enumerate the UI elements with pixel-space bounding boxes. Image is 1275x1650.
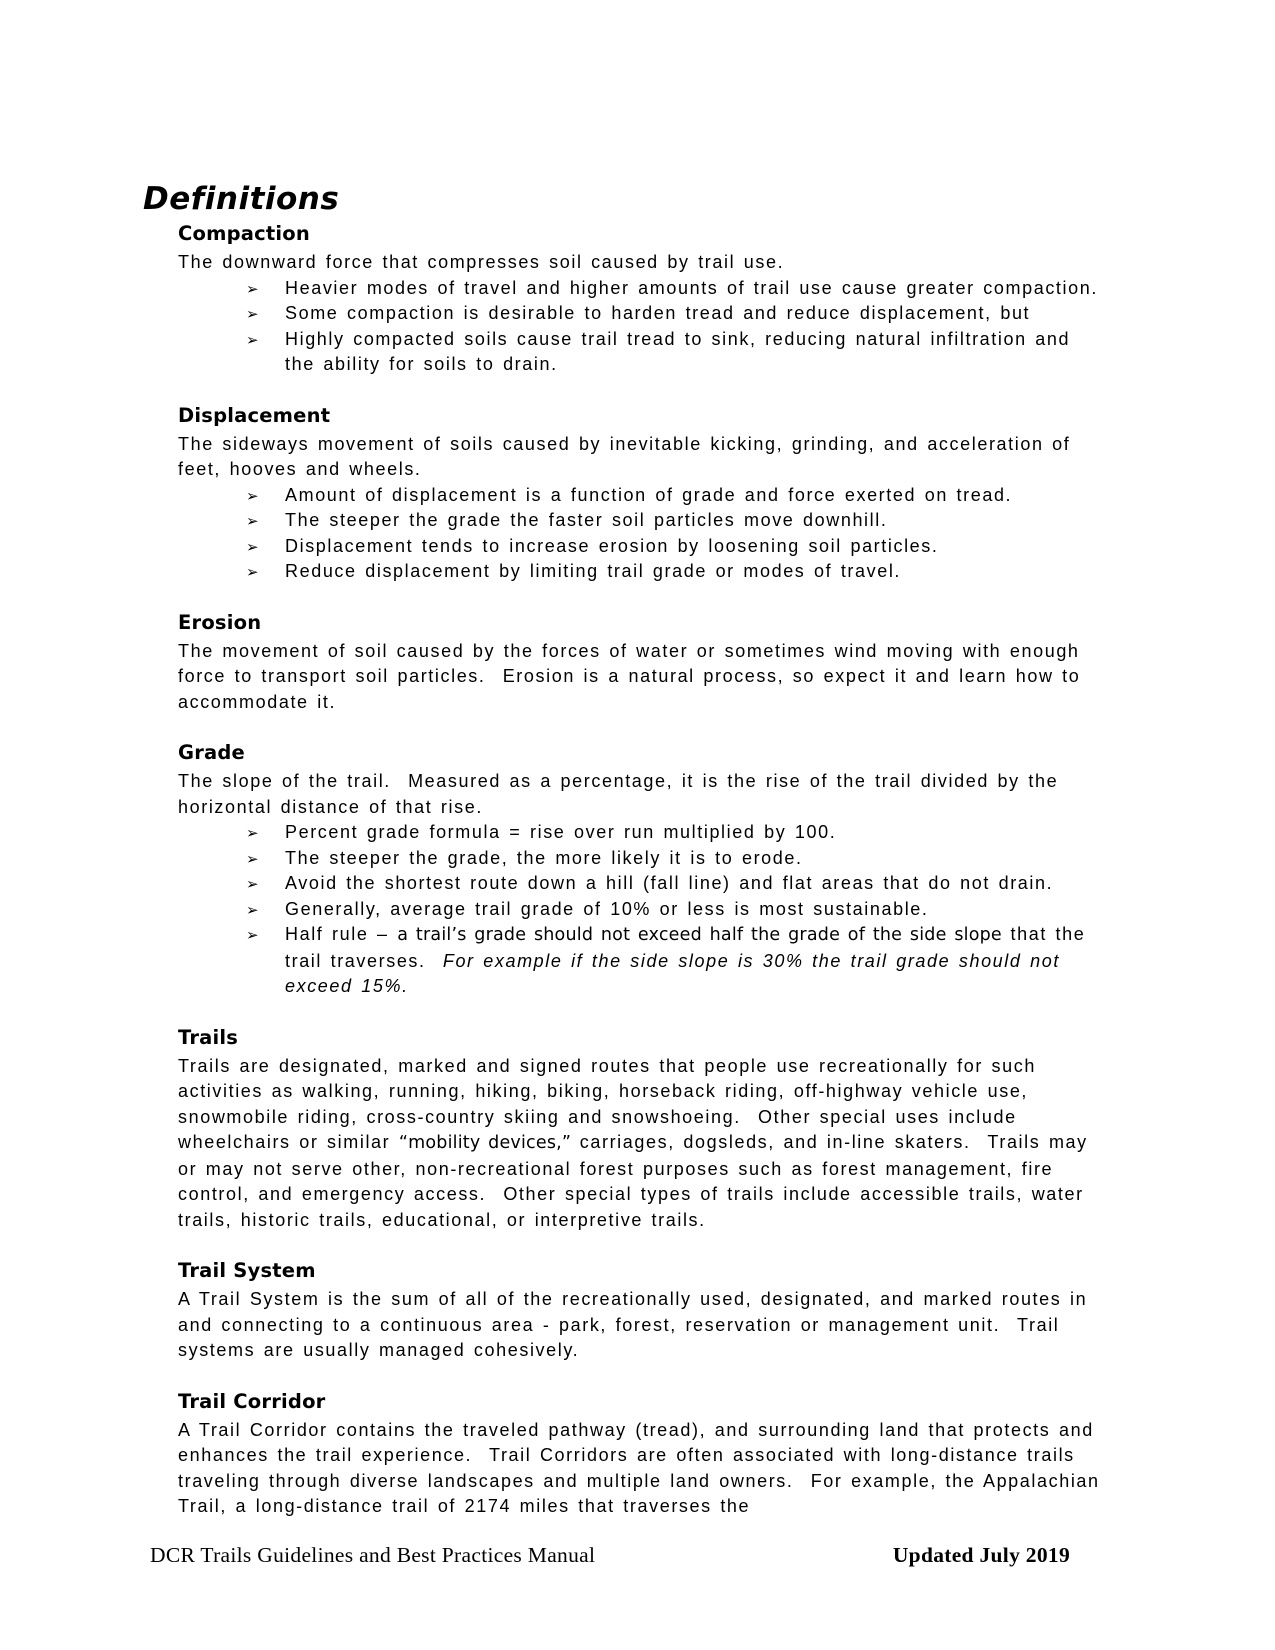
section-heading: Trails bbox=[178, 1025, 239, 1049]
half-rule-tail: that the trail traverses. bbox=[285, 924, 1094, 971]
bullet-item bbox=[246, 483, 1107, 509]
bullet-text: The steeper the grade, the more likely it is to erode. bbox=[285, 847, 803, 868]
section-compaction bbox=[178, 221, 1128, 378]
section-trail-corridor bbox=[178, 1389, 1128, 1520]
half-rule-example: For example if the side slope is 30% the trail grade should not exceed 15%. bbox=[285, 950, 1069, 996]
section-intro bbox=[178, 1054, 1110, 1234]
bullet-item bbox=[246, 820, 1107, 846]
bullet-arrow-icon: ➢ bbox=[246, 900, 259, 919]
bullet-list bbox=[178, 483, 1128, 585]
section-intro: The slope of the trail. Measured as a percentage, it is the rise of the trail divided by the horizontal distance of that rise. bbox=[178, 771, 1067, 817]
bullet-arrow-icon: ➢ bbox=[246, 849, 259, 868]
document-content bbox=[143, 180, 1128, 1520]
section-trail-system bbox=[178, 1258, 1128, 1364]
footer-updated-date: Updated July 2019 bbox=[892, 1543, 1070, 1567]
bullet-text: Generally, average trail grade of 10% or less is most sustainable. bbox=[285, 898, 929, 919]
bullet-item bbox=[246, 559, 1107, 585]
bullet-arrow-icon: ➢ bbox=[246, 926, 259, 944]
half-rule-text: a trail’s grade should not exceed half the grade of the side slope bbox=[397, 925, 1002, 945]
trails-intro-before: Trails are designated, marked and signed routes that people use recreationally for such activities as walking, running, hiking, biking, horseback riding, off-highway vehicle use, snowmobile riding, cross-country skiing and snowshoeing. Other special uses include wheelchairs or similar bbox=[178, 1055, 1045, 1152]
section-intro: A Trail System is the sum of all of the recreationally used, designated, and marked routes in and connecting to a continuous area - park, forest, reservation or management unit. Trail systems are usually managed cohesively. bbox=[178, 1289, 1096, 1360]
bullet-arrow-icon: ➢ bbox=[246, 875, 259, 893]
section-intro: The sideways movement of soils caused by inevitable kicking, grinding, and acceleration of feet, hooves and wheels. bbox=[178, 433, 1079, 479]
bullet-text: Amount of displacement is a function of grade and force exerted on tread. bbox=[285, 484, 1013, 505]
bullet-arrow-icon: ➢ bbox=[246, 486, 259, 505]
bullet-text: Reduce displacement by limiting trail grade or modes of travel. bbox=[285, 561, 902, 581]
bullet-item bbox=[246, 846, 1107, 872]
page-title: Definitions bbox=[143, 181, 340, 217]
trails-intro-quote: “mobility devices,” bbox=[398, 1133, 572, 1153]
bullet-arrow-icon: ➢ bbox=[246, 330, 259, 349]
bullet-item bbox=[246, 897, 1107, 923]
bullet-list bbox=[178, 820, 1128, 1000]
bullet-text: The steeper the grade the faster soil particles move downhill. bbox=[285, 510, 888, 530]
footer-document-title: DCR Trails Guidelines and Best Practices Manual bbox=[150, 1543, 596, 1567]
section-heading: Erosion bbox=[178, 610, 262, 634]
bullet-text: Some compaction is desirable to harden tread and reduce displacement, but bbox=[285, 303, 1031, 323]
half-rule-lead: Half rule – bbox=[285, 924, 398, 944]
bullet-item bbox=[246, 301, 1107, 327]
section-intro: The downward force that compresses soil caused by trail use. bbox=[178, 252, 785, 272]
bullet-arrow-icon: ➢ bbox=[246, 305, 259, 323]
bullet-list bbox=[178, 276, 1128, 378]
bullet-item bbox=[246, 276, 1107, 302]
bullet-arrow-icon: ➢ bbox=[246, 824, 259, 842]
section-erosion bbox=[178, 610, 1128, 716]
bullet-text: Displacement tends to increase erosion by loosening soil particles. bbox=[285, 535, 939, 556]
section-intro: The movement of soil caused by the forces of water or sometimes wind moving with enough force to transport soil particles. Erosion is a natural process, so expect it and learn how to accommodate it. bbox=[178, 640, 1089, 712]
page-footer bbox=[150, 1543, 1070, 1568]
section-displacement bbox=[178, 403, 1128, 585]
bullet-text: Percent grade formula = rise over run multiplied by 100. bbox=[285, 822, 837, 842]
bullet-item-half-rule bbox=[246, 922, 1107, 1000]
bullet-item bbox=[246, 508, 1107, 534]
bullet-arrow-icon: ➢ bbox=[246, 512, 259, 530]
bullet-item bbox=[246, 327, 1107, 378]
section-grade bbox=[178, 740, 1128, 1000]
section-heading: Trail System bbox=[178, 1259, 316, 1282]
bullet-item bbox=[246, 534, 1107, 560]
bullet-item bbox=[246, 871, 1107, 897]
bullet-arrow-icon: ➢ bbox=[246, 279, 259, 298]
section-heading: Trail Corridor bbox=[178, 1389, 326, 1413]
bullet-text: Avoid the shortest route down a hill (fall line) and flat areas that do not drain. bbox=[285, 873, 1054, 893]
bullet-arrow-icon: ➢ bbox=[246, 537, 259, 556]
section-heading: Compaction bbox=[178, 222, 310, 245]
bullet-text: Highly compacted soils cause trail tread to sink, reducing natural infiltration and the ability for soils to drain. bbox=[285, 328, 1079, 374]
trails-intro-after: carriages, dogsleds, and in-line skaters. Trails may or may not serve other, non-recreational forest purposes such as forest management, fire control, and emergency access. Other special types of trails include accessible trails, water trails, historic trails, educational, or interpretive trails. bbox=[178, 1132, 1097, 1230]
section-intro: A Trail Corridor contains the traveled pathway (tread), and surrounding land that protects and enhances the trail experience. Trail Corridors are often associated with long-distance trails traveling through diverse landscapes and multiple land owners. For example, the Appalachian Trail, a long-distance trail of 2174 miles that traverses the bbox=[178, 1419, 1108, 1516]
section-trails bbox=[178, 1025, 1128, 1234]
section-heading: Grade bbox=[178, 741, 245, 764]
bullet-arrow-icon: ➢ bbox=[246, 563, 259, 581]
section-heading: Displacement bbox=[178, 403, 331, 427]
bullet-text: Heavier modes of travel and higher amounts of trail use cause greater compaction. bbox=[285, 277, 1098, 298]
